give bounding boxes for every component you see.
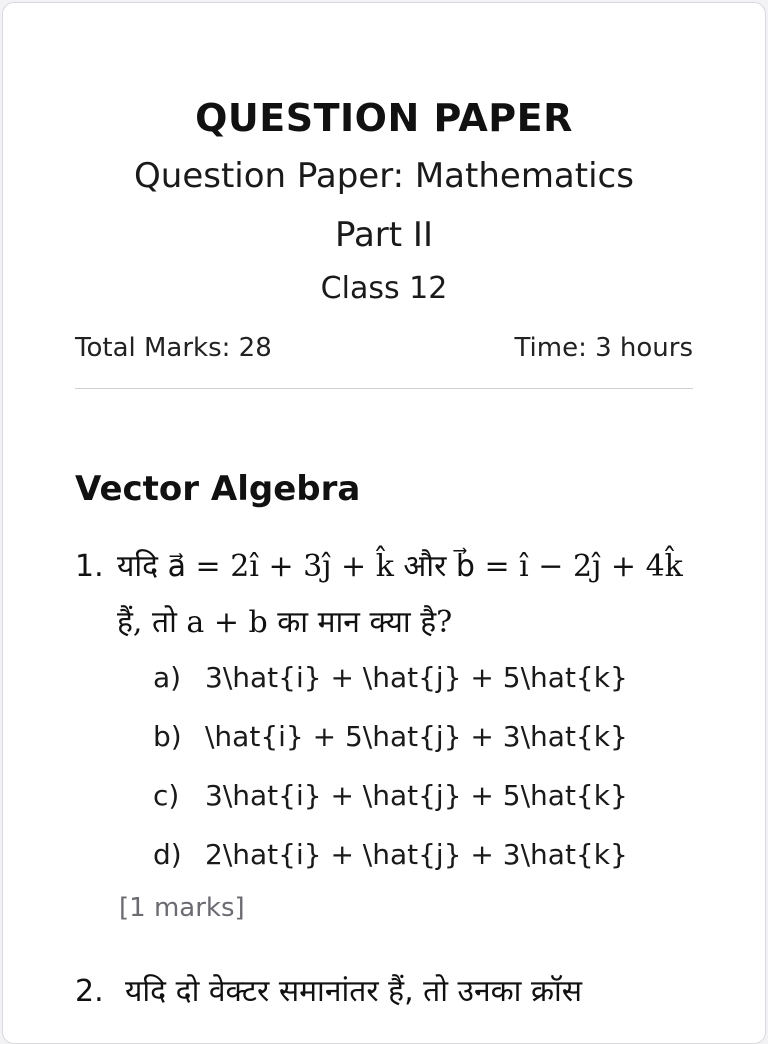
paper-part: Part II — [335, 215, 433, 255]
time-allowed: Time: 3 hours — [514, 333, 693, 363]
paper-type-title: QUESTION PAPER — [195, 96, 573, 140]
option-text: 2\hat{i} + \hat{j} + 3\hat{k} — [205, 838, 628, 871]
option-a[interactable] — [153, 661, 628, 694]
option-b[interactable] — [153, 720, 628, 753]
paper-subtitle: Question Paper: Mathematics — [134, 156, 634, 196]
option-text: \hat{i} + 5\hat{j} + 3\hat{k} — [205, 720, 628, 753]
paper-class: Class 12 — [320, 271, 448, 306]
option-text: 3\hat{i} + \hat{j} + 5\hat{k} — [205, 779, 628, 812]
question-paper-card — [2, 2, 766, 1044]
option-letter: b) — [153, 720, 182, 753]
total-marks: Total Marks: 28 — [75, 333, 272, 363]
option-text: 3\hat{i} + \hat{j} + 5\hat{k} — [205, 661, 628, 694]
question-number: 1. — [75, 549, 104, 584]
section-title: Vector Algebra — [75, 469, 361, 509]
option-letter: c) — [153, 779, 180, 812]
option-letter: a) — [153, 661, 182, 694]
question-1 — [75, 539, 695, 651]
question-2 — [75, 969, 582, 1010]
option-letter: d) — [153, 838, 182, 871]
header-divider — [75, 388, 693, 389]
question-text: यदि दो वेक्टर समानांतर हैं, तो उनका क्रॉस — [125, 974, 583, 1009]
question-1-marks: [1 marks] — [119, 893, 245, 923]
question-number: 2. — [75, 974, 104, 1009]
option-c[interactable] — [153, 779, 628, 812]
question-text: यदि a⃗ = 2î + 3ĵ + k̂ और b⃗ = î − 2ĵ + 4k̂ हैं, तो a + b का मान क्या है? — [117, 549, 683, 640]
option-d[interactable] — [153, 838, 628, 871]
